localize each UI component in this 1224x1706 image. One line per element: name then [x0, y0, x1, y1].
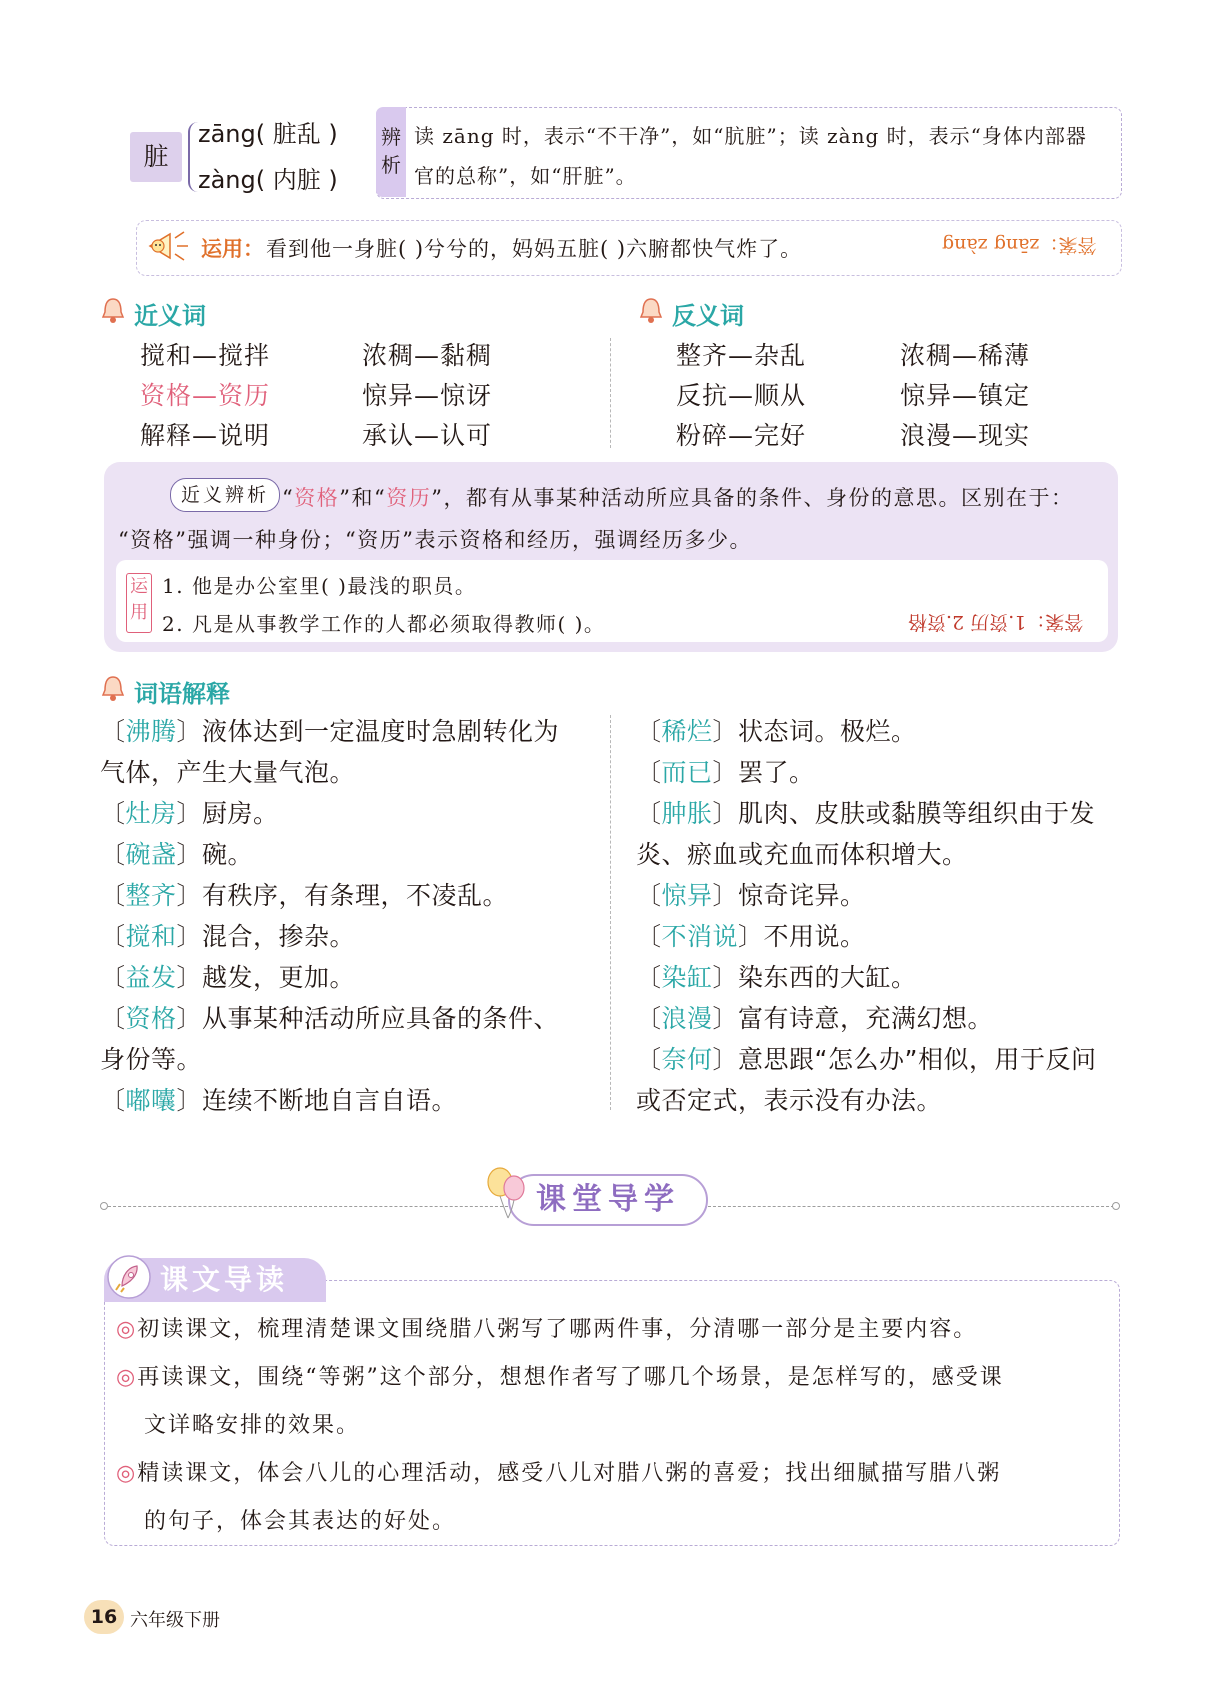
rocket-icon [106, 1254, 152, 1300]
page-number: 16 [84, 1600, 124, 1634]
divider [610, 338, 611, 448]
synonyms-heading: 近义词 [134, 302, 206, 330]
definition-row: 〔稀烂〕状态词。极烂。 [636, 717, 917, 746]
classroom-title: 课堂导学 [536, 1182, 680, 1217]
guide-item-continued: 文详略安排的效果。 [144, 1413, 361, 1438]
definition-row: 〔益发〕越发，更加。 [100, 963, 356, 992]
analysis-line-2: “资格”强调一种身份；“资历”表示资格和经历，强调经历多少。 [118, 528, 752, 552]
synonym-pair: 浓稠—黏稠 [362, 341, 493, 370]
synonym-pair: 资格—资历 [140, 381, 271, 410]
definition-row: 〔而已〕罢了。 [636, 758, 815, 787]
synonym-pair: 惊异—惊讶 [362, 381, 493, 410]
antonym-pair: 惊异—镇定 [900, 381, 1031, 410]
definitions-left [100, 711, 600, 1121]
bell-icon [100, 674, 126, 702]
synonym-pair: 承认—认可 [362, 421, 493, 450]
divider [108, 1206, 508, 1207]
guide-item-continued: 的句子，体会其表达的好处。 [144, 1509, 457, 1534]
definition-row: 〔搅和〕混合，掺杂。 [100, 922, 356, 951]
megaphone-icon [144, 226, 196, 266]
definition-row: 〔肿胀〕肌肉、皮肤或黏膜等组织由于发 [636, 799, 1096, 828]
reading-guide-title: 课文导读 [160, 1263, 289, 1296]
definition-row: 〔染缸〕染东西的大缸。 [636, 963, 917, 992]
definitions-right [636, 711, 1126, 1121]
definition-row: 〔整齐〕有秩序，有条理，不凌乱。 [100, 881, 509, 910]
grade-label: 六年级下册 [130, 1610, 220, 1631]
exercise-question-1: 1. 他是办公室里( )最浅的职员。 [162, 574, 477, 598]
antonym-pair: 浓稠—稀薄 [900, 341, 1031, 370]
definition-row: 〔沸腾〕液体达到一定温度时急剧转化为 [100, 717, 560, 746]
definition-row: 〔惊异〕惊奇诧异。 [636, 881, 866, 910]
exercise-answer-upside-down: 答案：1.资历 2.资格 [908, 611, 1084, 633]
analysis-tag: 近义辨析 [170, 478, 280, 512]
synonym-pair: 搅和—搅拌 [140, 341, 271, 370]
usage-sentence: 看到他一身脏( )兮兮的，妈妈五脏( )六腑都快气炸了。 [266, 237, 803, 261]
guide-item: ◎精读课文，体会八儿的心理活动，感受八儿对腊八粥的喜爱；找出细腻描写腊八粥 [116, 1461, 1002, 1486]
divider-end [1112, 1202, 1120, 1210]
definition-row: 〔不消说〕不用说。 [636, 922, 866, 951]
definition-row: 〔灶房〕厨房。 [100, 799, 279, 828]
antonym-pair: 浪漫—现实 [900, 421, 1031, 450]
divider [610, 715, 611, 1110]
definition-row: 〔嘟囔〕连续不断地自言自语。 [100, 1086, 458, 1115]
divider [708, 1206, 1114, 1207]
definition-row: 身份等。 [100, 1045, 203, 1074]
definition-row: 〔资格〕从事某种活动所应具备的条件、 [100, 1004, 560, 1033]
bianxi-tag: 辨 析 [376, 107, 406, 197]
definition-row: 〔浪漫〕富有诗意，充满幻想。 [636, 1004, 994, 1033]
definition-row: 炎、瘀血或充血而体积增大。 [636, 840, 968, 869]
guide-item: ◎再读课文，围绕“等粥”这个部分，想想作者写了哪几个场景，是怎样写的，感受课 [116, 1365, 1004, 1390]
synonym-pair: 解释—说明 [140, 421, 271, 450]
definition-row: 〔奈何〕意思跟“怎么办”相似，用于反问 [636, 1045, 1097, 1074]
antonym-pair: 整齐—杂乱 [676, 341, 807, 370]
reading-zang1: zāng( 脏乱 ) [198, 120, 338, 148]
usage-answer-upside-down: 答案：zāng zàng [942, 234, 1097, 256]
antonyms-heading: 反义词 [672, 302, 744, 330]
definition-row: 或否定式，表示没有办法。 [636, 1086, 943, 1115]
antonym-pair: 粉碎—完好 [676, 421, 807, 450]
definition-row: 〔碗盏〕碗。 [100, 840, 254, 869]
usage-tag: 运 用 [126, 573, 152, 633]
bianxi-text: 读 zāng 时，表示“不干净”，如“肮脏”；读 zàng 时，表示“身体内部器 官的总称”，如“肝脏”。 [414, 124, 1087, 188]
guide-item: ◎初读课文，梳理清楚课文围绕腊八粥写了哪两件事，分清哪一部分是主要内容。 [116, 1317, 978, 1342]
definitions-heading: 词语解释 [134, 680, 230, 708]
definition-row: 气体，产生大量气泡。 [100, 758, 356, 787]
bell-icon [100, 296, 126, 324]
polyphone-character: 脏 [130, 132, 182, 182]
bell-icon [638, 296, 664, 324]
divider-end [100, 1202, 108, 1210]
reading-zang4: zàng( 内脏 ) [198, 166, 338, 194]
usage-label: 运用： [201, 237, 264, 261]
exercise-question-2: 2. 凡是从事教学工作的人都必须取得教师( )。 [162, 612, 606, 636]
analysis-line-1: “资格”和“资历”，都有从事某种活动所应具备的条件、身份的意思。区别在于： [282, 486, 1074, 510]
antonym-pair: 反抗—顺从 [676, 381, 807, 410]
